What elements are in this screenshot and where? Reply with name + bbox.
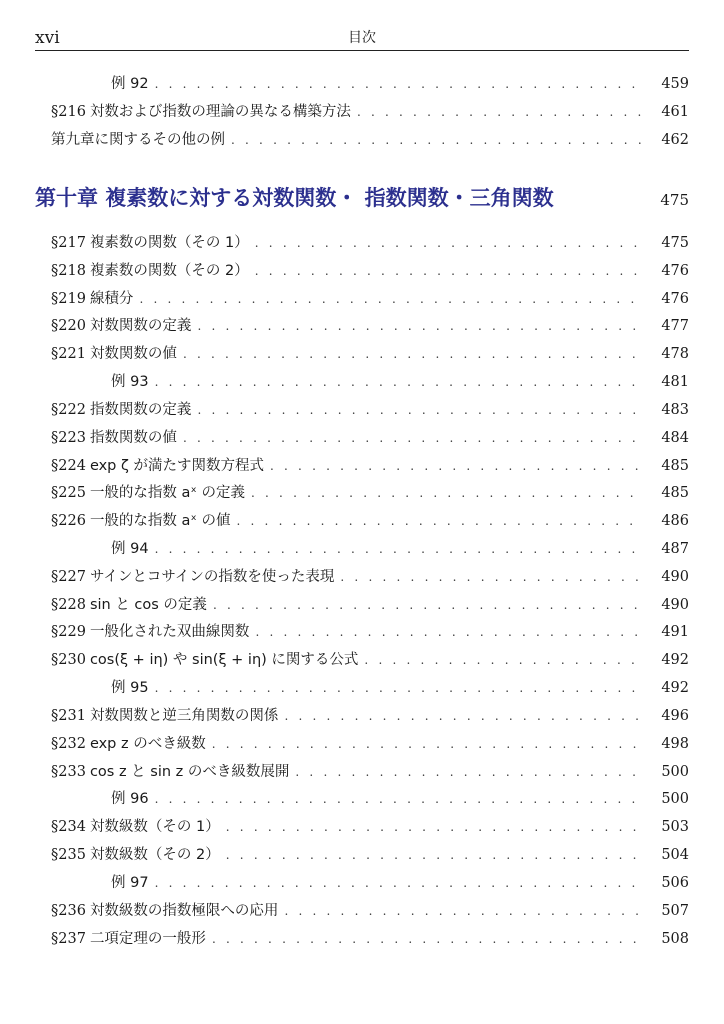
chapter-title: 第十章 複素数に対する対数関数・ 指数関数・三角関数 — [35, 186, 554, 210]
entry-page: 475 — [661, 235, 689, 251]
toc-section-row[interactable] — [0, 928, 724, 950]
entry-label — [51, 928, 206, 950]
entry-title: exp ζ が満たす関数方程式 — [89, 457, 264, 474]
entry-title: 対数および指数の理論の異なる構築方法 — [89, 103, 351, 120]
toc-section-row[interactable] — [0, 260, 724, 282]
entry-page: 503 — [661, 819, 689, 836]
leader-dots — [255, 621, 643, 643]
entry-label — [111, 788, 149, 810]
section-number: §228 — [51, 596, 86, 613]
leader-dots — [255, 260, 643, 282]
entry-page: 490 — [661, 568, 689, 585]
entry-page: 500 — [661, 791, 689, 808]
toc-section-row[interactable] — [0, 427, 724, 449]
section-number: §222 — [51, 401, 86, 418]
section-number: §216 — [51, 103, 86, 120]
entry-title: exp z のべき級数 — [89, 735, 206, 752]
section-number: §232 — [51, 735, 86, 752]
leader-dots — [226, 844, 643, 866]
entry-page: 496 — [661, 707, 689, 724]
toc-section-row[interactable] — [0, 900, 724, 922]
entry-label — [51, 816, 220, 838]
entry-title: 線積分 — [89, 290, 134, 307]
entry-title: 対数級数（その 1） — [89, 819, 220, 836]
leader-dots — [155, 73, 643, 95]
toc-section-row[interactable] — [0, 510, 724, 532]
leader-dots — [251, 482, 643, 504]
entry-page: 462 — [661, 131, 689, 148]
entry-page: 478 — [661, 346, 689, 363]
toc-section-row[interactable] — [0, 232, 724, 254]
entry-page: 507 — [661, 902, 689, 919]
entry-label — [51, 733, 206, 755]
entry-label — [51, 649, 358, 671]
leader-dots — [155, 872, 643, 894]
entry-title: 一般化された双曲線関数 — [89, 624, 250, 641]
entry-title: 対数級数の指数極限への応用 — [89, 902, 279, 919]
section-number: §225 — [51, 485, 86, 502]
entry-label — [111, 371, 149, 393]
entry-label — [51, 594, 207, 616]
entry-page: 506 — [661, 874, 689, 891]
leader-dots — [284, 705, 643, 727]
entry-page: 476 — [661, 290, 689, 307]
toc-section-row[interactable] — [0, 594, 724, 616]
toc-section-row[interactable] — [0, 566, 724, 588]
section-number: §221 — [51, 346, 86, 363]
entry-label — [51, 315, 191, 337]
chapter-page: 475 — [660, 191, 689, 209]
toc-section-row[interactable] — [0, 844, 724, 866]
entry-label — [51, 427, 177, 449]
toc-example-row[interactable] — [0, 677, 724, 699]
leader-dots — [284, 900, 643, 922]
entry-label — [51, 844, 220, 866]
entry-title: cos(ξ + iη) や sin(ξ + iη) に関する公式 — [89, 652, 359, 669]
entry-label — [111, 677, 149, 699]
entry-title: 指数関数の値 — [89, 429, 177, 446]
entry-label — [51, 288, 133, 310]
entry-page: 476 — [661, 262, 689, 279]
entry-label — [51, 482, 245, 504]
toc-section-row[interactable] — [0, 621, 724, 643]
leader-dots — [364, 649, 643, 671]
entry-title: 二項定理の一般形 — [89, 930, 206, 947]
entry-page: 461 — [661, 103, 689, 120]
leader-dots — [357, 101, 643, 123]
entry-page: 459 — [661, 76, 689, 92]
section-number: §231 — [51, 707, 86, 724]
entry-page: 500 — [661, 763, 689, 780]
leader-dots — [155, 538, 643, 560]
toc-section-row[interactable] — [0, 482, 724, 504]
entry-title: 例 97 — [111, 874, 149, 891]
section-number: §224 — [51, 457, 86, 474]
leader-dots — [213, 594, 643, 616]
toc-section-row[interactable] — [0, 649, 724, 671]
entry-title: 一般的な指数 aˣ の定義 — [89, 485, 245, 502]
section-number: §234 — [51, 819, 86, 836]
leader-dots — [155, 677, 643, 699]
entry-title: 対数級数（その 2） — [89, 847, 220, 864]
entry-page: 504 — [661, 847, 689, 864]
toc-section-row[interactable] — [0, 399, 724, 421]
entry-title: 指数関数の定義 — [89, 401, 192, 418]
toc-section-row[interactable] — [0, 129, 724, 151]
entry-title: 例 95 — [111, 680, 149, 697]
leader-dots — [139, 288, 643, 310]
entry-title: 例 94 — [111, 541, 149, 558]
toc-section-row[interactable] — [0, 101, 724, 123]
entry-label — [111, 872, 149, 894]
entry-title: 対数関数の値 — [89, 346, 177, 363]
entry-title: 例 92 — [111, 76, 149, 92]
entry-page: 508 — [661, 930, 689, 947]
entry-label — [51, 510, 230, 532]
leader-dots — [270, 455, 643, 477]
leader-dots — [212, 733, 643, 755]
leader-dots — [197, 315, 643, 337]
leader-dots — [236, 510, 643, 532]
entry-page: 490 — [661, 596, 689, 613]
entry-label — [51, 343, 177, 365]
section-number: §237 — [51, 930, 86, 947]
entry-page: 492 — [661, 652, 689, 669]
entry-label — [51, 566, 334, 588]
toc-section-row[interactable] — [0, 288, 724, 310]
section-number: §218 — [51, 262, 86, 279]
toc-example-row[interactable] — [0, 538, 724, 560]
entry-title: 対数関数と逆三角関数の関係 — [89, 707, 279, 724]
entry-label — [51, 455, 264, 477]
entry-page: 485 — [661, 457, 689, 474]
entry-title: cos z と sin z のべき級数展開 — [89, 763, 290, 780]
leader-dots — [212, 928, 643, 950]
toc-example-row[interactable] — [0, 872, 724, 894]
entry-label — [51, 232, 249, 254]
entry-label — [111, 538, 149, 560]
entry-page: 486 — [661, 513, 689, 530]
entry-page: 477 — [661, 318, 689, 335]
leader-dots — [197, 399, 643, 421]
section-number: §227 — [51, 568, 86, 585]
toc-section-row[interactable] — [0, 315, 724, 337]
section-number: §219 — [51, 290, 86, 307]
entry-page: 485 — [661, 485, 689, 502]
entry-title: 一般的な指数 aˣ の値 — [89, 513, 231, 530]
entry-label — [51, 705, 278, 727]
section-number: §230 — [51, 652, 86, 669]
entry-title: 例 93 — [111, 374, 149, 391]
leader-dots — [340, 566, 643, 588]
leader-dots — [155, 788, 643, 810]
section-number: §226 — [51, 513, 86, 530]
entry-page: 492 — [661, 680, 689, 697]
entry-label — [51, 761, 289, 783]
entry-page: 483 — [661, 401, 689, 418]
entry-page: 487 — [661, 541, 689, 558]
page-number: xvi — [35, 28, 60, 48]
leader-dots — [295, 761, 643, 783]
entry-label — [51, 399, 191, 421]
toc-section-row[interactable] — [0, 816, 724, 838]
section-number: §223 — [51, 429, 86, 446]
leader-dots — [226, 816, 643, 838]
leader-dots — [231, 129, 643, 151]
entry-label — [51, 260, 249, 282]
entry-page: 491 — [661, 624, 689, 641]
toc-example-row[interactable] — [0, 788, 724, 810]
entry-page: 484 — [661, 429, 689, 446]
entry-title: sin と cos の定義 — [89, 596, 207, 613]
entry-title: 第九章に関するその他の例 — [51, 131, 225, 148]
toc-section-row[interactable] — [0, 733, 724, 755]
entry-title: 複素数の関数（その 2） — [89, 262, 249, 279]
leader-dots — [183, 427, 643, 449]
toc-example-row[interactable] — [0, 73, 724, 95]
entry-page: 481 — [661, 374, 689, 391]
entry-label — [51, 900, 278, 922]
entry-label — [111, 73, 149, 95]
entry-label — [51, 101, 351, 123]
chapter-heading[interactable] — [0, 181, 724, 217]
entry-title: 例 96 — [111, 791, 149, 808]
leader-dots — [155, 371, 643, 393]
toc-section-row[interactable] — [0, 343, 724, 365]
running-header — [35, 28, 689, 51]
section-number: §235 — [51, 847, 86, 864]
toc-section-row[interactable] — [0, 455, 724, 477]
page-title: 目次 — [348, 30, 376, 46]
toc-example-row[interactable] — [0, 371, 724, 393]
section-number: §233 — [51, 763, 86, 780]
toc-section-row[interactable] — [0, 761, 724, 783]
entry-label — [51, 129, 225, 151]
section-number: §220 — [51, 318, 86, 335]
section-number: §217 — [51, 235, 86, 251]
section-number: §229 — [51, 624, 86, 641]
toc-section-row[interactable] — [0, 705, 724, 727]
entry-page: 498 — [661, 735, 689, 752]
entry-title: 複素数の関数（その 1） — [89, 235, 249, 251]
entry-label — [51, 621, 249, 643]
leader-dots — [255, 232, 643, 254]
entry-title: サインとコサインの指数を使った表現 — [89, 568, 335, 585]
entry-title: 対数関数の定義 — [89, 318, 192, 335]
leader-dots — [183, 343, 643, 365]
section-number: §236 — [51, 902, 86, 919]
